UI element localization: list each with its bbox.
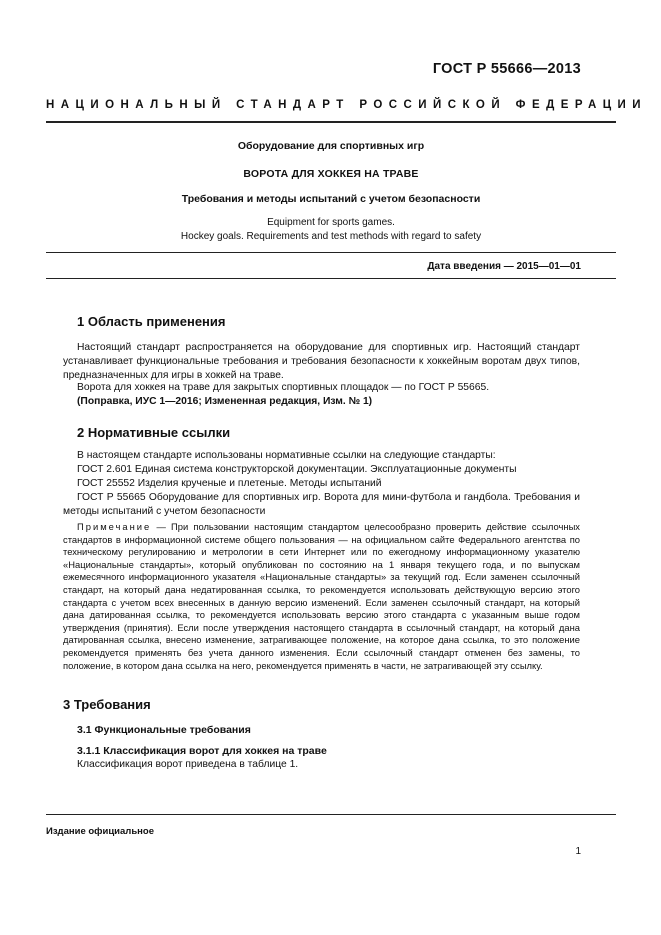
page-number: 1 xyxy=(575,846,581,857)
section-3-heading: 3 Требования xyxy=(63,697,151,712)
title-english-line1: Equipment for sports games. xyxy=(267,217,395,228)
header-divider xyxy=(46,121,616,123)
standard-number: ГОСТ Р 55666—2013 xyxy=(432,61,581,77)
intro-divider xyxy=(46,278,616,279)
section-2-heading: 2 Нормативные ссылки xyxy=(77,425,231,440)
section-1-heading: 1 Область применения xyxy=(77,314,226,329)
title-subtitle: Требования и методы испытаний с учетом безопасности xyxy=(181,193,481,205)
section-3-1-heading: 3.1 Функциональные требования xyxy=(77,724,251,736)
title-english-line2: Hockey goals. Requirements and test methods with regard to safety xyxy=(180,231,482,242)
section-3-1-1-text: Классификация ворот приведена в таблице 1. xyxy=(77,759,299,770)
title-divider xyxy=(46,252,616,253)
section-2-note xyxy=(63,521,580,672)
section-3-1-1-heading: 3.1.1 Классификация ворот для хоккея на траве xyxy=(77,745,327,757)
note-text: — При пользовании настоящим стандартом целесообразно проверить действие ссылочных стандартов в информационной системе общего пользования — на официальном сайте Федерального агентства по техническому регулированию и метрологии в сети Интернет или по ежегодному информационному указателю «Национальные стандарты», который опубликован по состоянию на 1 января текущего года, и по выпускам ежемесячного информационного указателя «Национальные стандарты» за текущий год. Если заменен ссылочный стандарт, на который дана недатированная ссылка, то рекомендуется использовать действующую версию этого стандарта с учетом всех внесенных в данную версию изменений. Если заменен ссылочный стандарт, на который дана датированная ссылка, то рекомендуется использовать версию этого стандарта с указанным выше годом утверждения (принятия). Если после утверждения настоящего стандарта в ссылочный стандарт, на который дана датированная ссылка, внесено изменение, затрагивающее положение, на которое дана ссылка, то это положение рекомендуется применять без учета данного изменения. Если ссылочный стандарт отменен без замены, то положение, в котором дана ссылка на него, рекомендуется применять в части, не затрагивающей эту ссылку. xyxy=(63,521,580,671)
reference-gost-2601: ГОСТ 2.601 Единая система конструкторской документации. Эксплуатационные документы xyxy=(77,464,517,475)
footer-divider xyxy=(46,814,616,815)
note-label: Примечание xyxy=(77,521,152,532)
title-main: ВОРОТА ДЛЯ ХОККЕЯ НА ТРАВЕ xyxy=(243,168,419,180)
reference-gost-25552: ГОСТ 25552 Изделия крученые и плетеные. Методы испытаний xyxy=(77,478,382,489)
intro-date: Дата введения — 2015—01—01 xyxy=(427,261,581,272)
official-edition-label: Издание официальное xyxy=(46,826,154,837)
national-standard-banner: НАЦИОНАЛЬНЫЙ СТАНДАРТ РОССИЙСКОЙ ФЕДЕРАЦИИ xyxy=(46,99,647,111)
section-2-intro: В настоящем стандарте использованы нормативные ссылки на следующие стандарты: xyxy=(77,450,496,461)
section-1-paragraph-2: Ворота для хоккея на траве для закрытых спортивных площадок — по ГОСТ Р 55665. xyxy=(77,382,490,393)
reference-gost-r-55665: ГОСТ Р 55665 Оборудование для спортивных игр. Ворота для мини-футбола и гандбола. Требования и методы испытаний с учетом безопасности xyxy=(63,492,580,517)
section-1-amendment: (Поправка, ИУС 1—2016; Измененная редакция, Изм. № 1) xyxy=(77,396,373,407)
section-1-paragraph-1: Настоящий стандарт распространяется на оборудование для спортивных игр. Настоящий стандарт устанавливает функциональные требования и требования безопасности к хоккейным воротам двух типов, предназначенных для игры в хоккей на траве. xyxy=(63,342,580,381)
title-category: Оборудование для спортивных игр xyxy=(237,140,425,152)
